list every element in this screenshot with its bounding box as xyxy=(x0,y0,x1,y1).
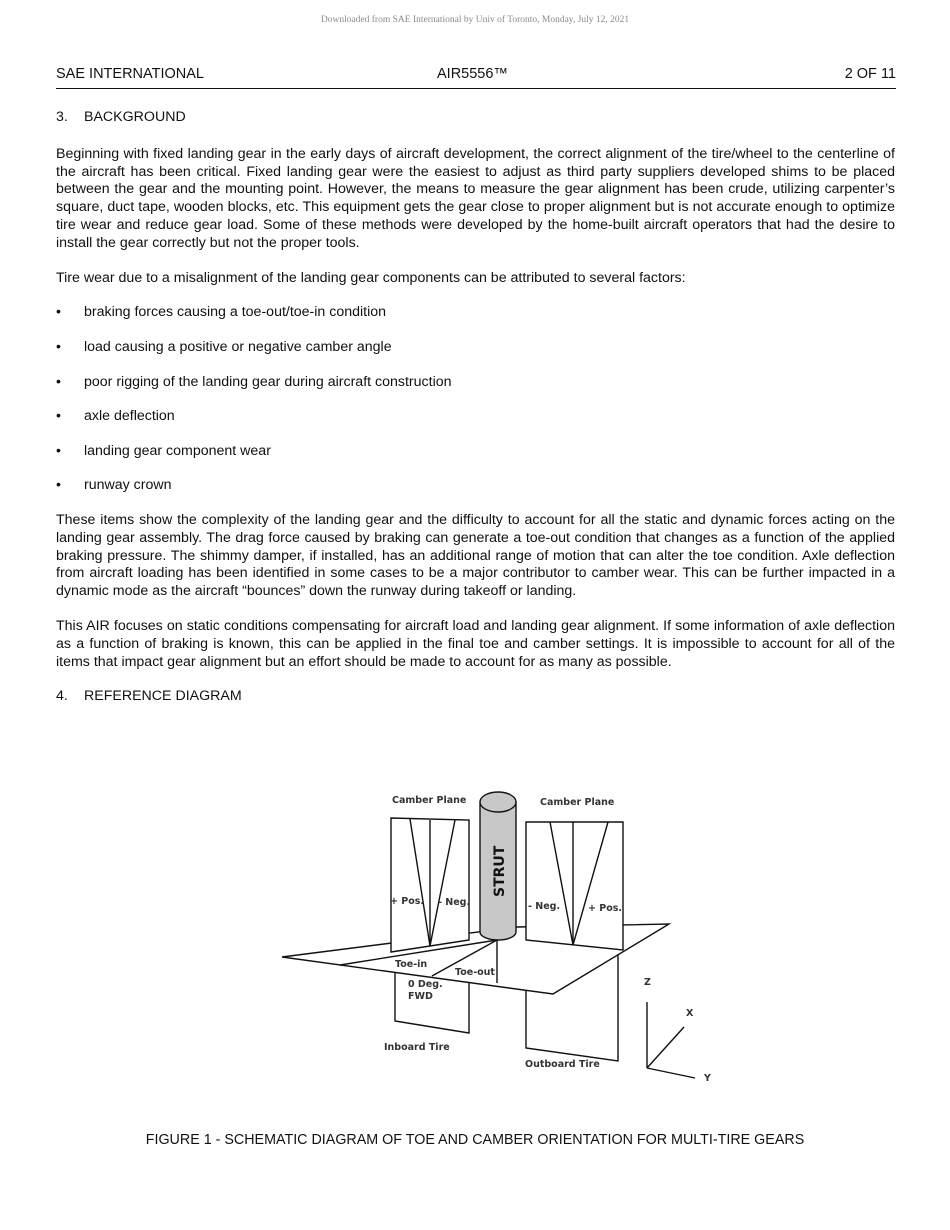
pos-left-label: + Pos. xyxy=(390,896,425,907)
header-organization: SAE INTERNATIONAL xyxy=(56,66,204,82)
list-item: • load causing a positive or negative camber angle xyxy=(56,338,392,355)
strut-label: STRUT xyxy=(492,845,508,897)
axis-z-label: Z xyxy=(644,977,651,988)
bullet-icon: • xyxy=(56,477,61,494)
bullet-icon: • xyxy=(56,442,61,459)
list-item: • axle deflection xyxy=(56,408,175,425)
paragraph: These items show the complexity of the landing gear and the difficulty to account for all the static and dynamic forces acting on the landing gear assembly. The drag force caused by braking can generate a toe-out condition that changes as a function of the applied braking pressure. The shimmy damper, if installed, has an additional range of motion that can alter the toe condition. Axle deflection from aircraft loading has been identified in some cases to be a major contributor to camber wear. This can be further impacted in a dynamic mode as the aircraft “bounces” down the runway during takeoff or landing. xyxy=(56,511,895,600)
camber-plane-left-label: Camber Plane xyxy=(392,795,467,806)
neg-left-label: - Neg. xyxy=(438,897,471,908)
list-item: • braking forces causing a toe-out/toe-in condition xyxy=(56,304,387,321)
section-number: 3. xyxy=(56,109,68,125)
page-header xyxy=(56,66,896,89)
axis-x-line xyxy=(647,1027,684,1068)
neg-right-label: - Neg. xyxy=(528,901,561,912)
paragraph: Beginning with fixed landing gear in the early days of aircraft development, the correct alignment of the tire/wheel to the centerline of the aircraft has been critical. Fixed landing gear were the easiest to adjust as third party suppliers developed shims to be placed between the gear and the mounting point. However, the means to measure the gear alignment has been crude, utilizing carpenter’s square, duct tape, wooden blocks, etc. This equipment gets the gear close to proper alignment but is not accurate enough to optimize tire wear and reduce gear load. Some of these methods were developed by the home-built aircraft operators that had the desire to install the gear correctly but not the proper tools. xyxy=(56,145,895,251)
section-3-heading xyxy=(56,109,895,127)
bullet-icon: • xyxy=(56,338,61,355)
list-item: • landing gear component wear xyxy=(56,442,271,459)
document-body xyxy=(56,109,895,725)
camber-plane-right-label: Camber Plane xyxy=(540,797,615,808)
section-title: REFERENCE DIAGRAM xyxy=(84,688,242,705)
axis-y-line xyxy=(647,1068,695,1078)
figure-caption: FIGURE 1 - SCHEMATIC DIAGRAM OF TOE AND CAMBER ORIENTATION FOR MULTI-TIRE GEARS xyxy=(145,1132,805,1148)
outboard-tire-label: Outboard Tire xyxy=(525,1059,600,1070)
section-title: BACKGROUND xyxy=(84,109,186,125)
inboard-tire-label: Inboard Tire xyxy=(384,1042,450,1053)
bullet-icon: • xyxy=(56,373,61,390)
pos-right-label: + Pos. xyxy=(588,903,623,914)
section-4-heading xyxy=(56,688,895,706)
zero-deg-label: 0 Deg. xyxy=(408,979,443,990)
bullet-icon: • xyxy=(56,304,61,321)
factor-list xyxy=(56,304,895,495)
paragraph: Tire wear due to a misalignment of the landing gear components can be attributed to several factors: xyxy=(56,269,686,286)
header-document-id: AIR5556™ xyxy=(437,66,508,82)
header-page-number: 2 OF 11 xyxy=(844,66,896,82)
toe-camber-diagram xyxy=(270,780,730,1100)
paragraph: This AIR focuses on static conditions compensating for aircraft load and landing gear alignment. If some information of axle deflection as a function of braking is known, this can be applied in the final toe and camber settings. It is impossible to account for all of the items that impact gear alignment but an effort should be made to account for as many as possible. xyxy=(56,617,895,670)
toe-out-label: Toe-out xyxy=(455,967,495,978)
bullet-icon: • xyxy=(56,408,61,425)
strut-top xyxy=(480,792,516,812)
list-item: • poor rigging of the landing gear during aircraft construction xyxy=(56,373,452,390)
section-number: 4. xyxy=(56,688,68,705)
diagram-svg xyxy=(270,780,730,1100)
fwd-label: FWD xyxy=(408,991,433,1002)
camber-plane-right xyxy=(526,822,623,950)
toe-in-label: Toe-in xyxy=(395,959,428,970)
axis-y-label: Y xyxy=(704,1073,711,1084)
axis-x-label: X xyxy=(686,1008,694,1019)
download-watermark: Downloaded from SAE International by Univ of Toronto, Monday, July 12, 2021 xyxy=(320,15,630,25)
list-item: • runway crown xyxy=(56,477,172,494)
